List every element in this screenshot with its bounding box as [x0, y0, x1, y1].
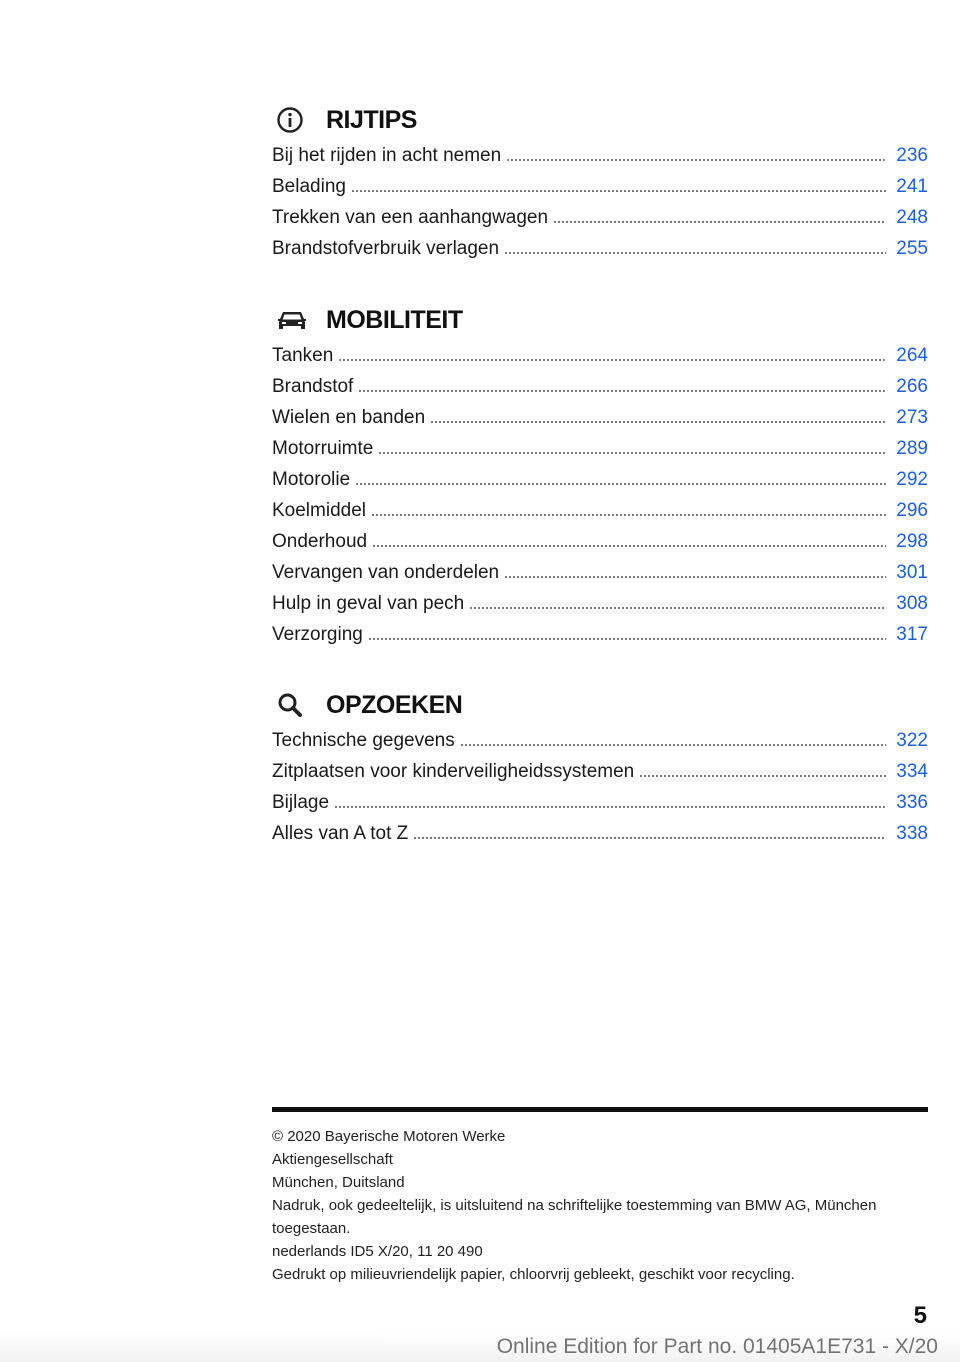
toc-page-link[interactable]: 264	[896, 345, 928, 366]
section-header	[272, 300, 928, 340]
toc-entry[interactable]	[272, 495, 928, 526]
toc-entry[interactable]	[272, 433, 928, 464]
imprint-line: Nadruk, ook gedeeltelijk, is uitsluitend na schriftelijke toestemming van BMW AG, München toegestaan.	[272, 1197, 877, 1237]
imprint-line: München, Duitsland	[272, 1174, 405, 1191]
imprint-line: © 2020 Bayerische Motoren Werke	[272, 1128, 506, 1145]
toc-list	[272, 725, 928, 849]
imprint	[272, 1125, 928, 1286]
section-header	[272, 100, 928, 140]
toc-page-link[interactable]: 292	[896, 469, 928, 490]
section-header	[272, 685, 928, 725]
toc-page-link[interactable]: 296	[896, 500, 928, 521]
toc-list	[272, 140, 928, 264]
toc-entry-label: Belading	[272, 176, 346, 197]
toc-entry-label: Technische gegevens	[272, 730, 455, 751]
leader-dots	[504, 252, 886, 254]
toc-entry[interactable]	[272, 725, 928, 756]
search-icon	[272, 691, 326, 719]
leader-dots	[639, 775, 886, 777]
imprint-line: nederlands ID5 X/20, 11 20 490	[272, 1243, 483, 1260]
leader-dots	[371, 514, 886, 516]
toc-page-link[interactable]: 301	[896, 562, 928, 583]
section-title: RIJTIPS	[326, 105, 417, 134]
table-of-contents	[272, 100, 928, 849]
imprint-line: Gedrukt op milieuvriendelijk papier, chloorvrij gebleekt, geschikt voor recycling.	[272, 1266, 795, 1283]
toc-entry[interactable]	[272, 588, 928, 619]
toc-entry-label: Zitplaatsen voor kinderveiligheidssystemen	[272, 761, 635, 782]
toc-entry[interactable]	[272, 464, 928, 495]
toc-page-link[interactable]: 322	[896, 730, 928, 751]
leader-dots	[368, 638, 886, 640]
section-rijtips	[272, 100, 928, 264]
leader-dots	[430, 421, 886, 423]
toc-entry-label: Brandstofverbruik verlagen	[272, 238, 500, 259]
toc-page-link[interactable]: 289	[896, 438, 928, 459]
leader-dots	[469, 607, 886, 609]
imprint-line: Aktiengesellschaft	[272, 1151, 393, 1168]
toc-entry-label: Hulp in geval van pech	[272, 593, 465, 614]
toc-page-link[interactable]: 317	[896, 624, 928, 645]
toc-list	[272, 340, 928, 650]
toc-page-link[interactable]: 248	[896, 207, 928, 228]
page-number: 5	[913, 1302, 927, 1329]
leader-dots	[358, 390, 886, 392]
leader-dots	[334, 806, 886, 808]
leader-dots	[413, 837, 886, 839]
toc-entry-label: Koelmiddel	[272, 500, 366, 521]
toc-entry-label: Trekken van een aanhangwagen	[272, 207, 549, 228]
toc-page-link[interactable]: 298	[896, 531, 928, 552]
leader-dots	[351, 190, 886, 192]
toc-page-link[interactable]: 266	[896, 376, 928, 397]
toc-entry[interactable]	[272, 340, 928, 371]
leader-dots	[506, 159, 886, 161]
car-icon	[272, 307, 326, 333]
toc-entry-label: Vervangen van onderdelen	[272, 562, 500, 583]
toc-entry-label: Bij het rijden in acht nemen	[272, 145, 502, 166]
leader-dots	[553, 221, 886, 223]
toc-entry-label: Onderhoud	[272, 531, 368, 552]
toc-entry[interactable]	[272, 202, 928, 233]
toc-entry[interactable]	[272, 233, 928, 264]
toc-page-link[interactable]: 336	[896, 792, 928, 813]
section-title: OPZOEKEN	[326, 690, 463, 719]
toc-entry-label: Motorolie	[272, 469, 351, 490]
leader-dots	[338, 359, 886, 361]
toc-entry-label: Wielen en banden	[272, 407, 426, 428]
toc-entry[interactable]	[272, 818, 928, 849]
toc-entry[interactable]	[272, 140, 928, 171]
toc-entry[interactable]	[272, 526, 928, 557]
toc-page-link[interactable]: 338	[896, 823, 928, 844]
info-icon	[272, 106, 326, 134]
toc-entry[interactable]	[272, 402, 928, 433]
leader-dots	[460, 744, 886, 746]
toc-entry[interactable]	[272, 619, 928, 650]
toc-page-link[interactable]: 308	[896, 593, 928, 614]
toc-page-link[interactable]: 236	[896, 145, 928, 166]
watermark: Online Edition for Part no. 01405A1E731 - X/20	[0, 1332, 960, 1362]
toc-entry-label: Tanken	[272, 345, 334, 366]
toc-entry-label: Brandstof	[272, 376, 354, 397]
toc-entry-label: Verzorging	[272, 624, 363, 645]
toc-entry[interactable]	[272, 756, 928, 787]
toc-entry[interactable]	[272, 557, 928, 588]
section-opzoeken	[272, 685, 928, 849]
toc-page-link[interactable]: 334	[896, 761, 928, 782]
section-mobiliteit	[272, 300, 928, 650]
toc-page-link[interactable]: 273	[896, 407, 928, 428]
toc-entry[interactable]	[272, 371, 928, 402]
leader-dots	[372, 545, 886, 547]
toc-entry[interactable]	[272, 787, 928, 818]
toc-entry-label: Bijlage	[272, 792, 330, 813]
toc-entry[interactable]	[272, 171, 928, 202]
leader-dots	[378, 452, 886, 454]
toc-page-link[interactable]: 255	[896, 238, 928, 259]
footer-divider	[272, 1107, 928, 1112]
toc-page-link[interactable]: 241	[896, 176, 928, 197]
toc-entry-label: Alles van A tot Z	[272, 823, 409, 844]
leader-dots	[504, 576, 886, 578]
toc-entry-label: Motorruimte	[272, 438, 374, 459]
section-title: MOBILITEIT	[326, 305, 463, 334]
leader-dots	[355, 483, 886, 485]
